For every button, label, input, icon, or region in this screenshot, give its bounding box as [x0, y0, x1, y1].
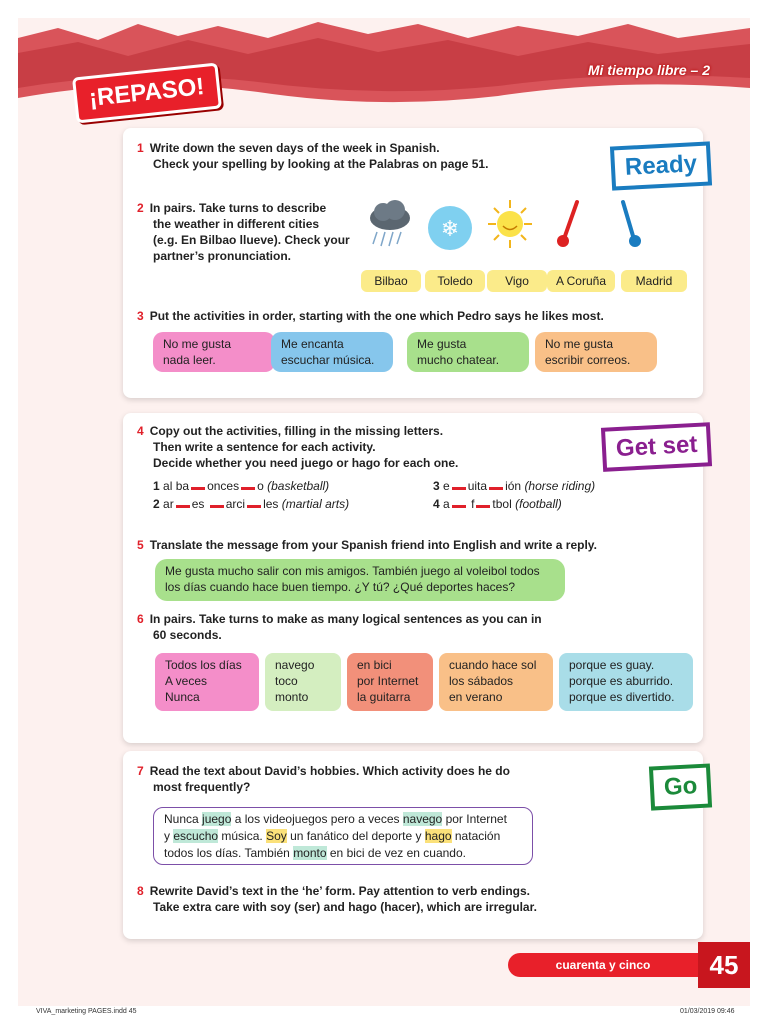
question-6: 6 In pairs. Take turns to make as many logical sentences as you can in 60 seconds.: [137, 612, 542, 642]
question-7: 7 Read the text about David’s hobbies. Which activity does he do most frequently?: [137, 764, 510, 794]
sentence-box: Todos los días A veces Nunca: [155, 653, 259, 711]
ready-section: [123, 128, 703, 398]
sentence-box: cuando hace sol los sábados en verano: [439, 653, 553, 711]
activity-item: 1 al ba onces o (basketball): [153, 479, 330, 493]
message-bubble: Me gusta mucho salir con mis amigos. También juego al voleibol todos los días cuando hace buen tiempo. ¿Y tú? ¿Qué deportes haces?: [155, 559, 565, 601]
cold-thermometer-icon: [607, 198, 653, 250]
ready-flag: Ready: [610, 141, 712, 190]
city-label: Bilbao: [361, 270, 421, 292]
repaso-badge: ¡REPASO!: [72, 63, 222, 124]
snowflake-icon: [427, 202, 473, 254]
speech-bubble: Me encanta escuchar música.: [271, 332, 393, 372]
go-section: [123, 751, 703, 939]
svg-text:❄: ❄: [440, 216, 460, 241]
activity-item: 2 ar es arci les (martial arts): [153, 497, 350, 511]
textbook-page: [18, 18, 750, 1006]
question-5: 5 Translate the message from your Spanish friend into English and write a reply.: [137, 538, 597, 552]
speech-bubble: No me gusta nada leer.: [153, 332, 275, 372]
sentence-box: en bici por Internet la guitarra: [347, 653, 433, 711]
city-label: A Coruña: [547, 270, 615, 292]
city-label: Vigo: [487, 270, 547, 292]
print-slug-right: 01/03/2019 09:46: [680, 1008, 735, 1015]
speech-bubble: Me gusta mucho chatear.: [407, 332, 529, 372]
sentence-box: navego toco monto: [265, 653, 341, 711]
rain-cloud-icon: [367, 198, 413, 250]
sentence-box: porque es guay. porque es aburrido. porque es divertido.: [559, 653, 693, 711]
question-2: 2 In pairs. Take turns to describe the weather in different cities (e.g. En Bilbao llueve). Check your partner’s pronunciation.: [137, 201, 350, 263]
sun-icon: [487, 198, 533, 250]
city-label: Madrid: [621, 270, 687, 292]
question-8: 8 Rewrite David’s text in the ‘he’ form. Pay attention to verb endings. Take extra care with soy (ser) and hago (hacer), which are irregular.: [137, 884, 537, 914]
question-1: 1 Write down the seven days of the week in Spanish. Check your spelling by looking at the Palabras on page 51.: [137, 141, 489, 171]
unit-title: Mi tiempo libre – 2: [587, 62, 710, 78]
speech-bubble: No me gusta escribir correos.: [535, 332, 657, 372]
page-number-words: cuarenta y cinco: [508, 953, 698, 977]
go-flag: Go: [649, 763, 713, 810]
print-slug-left: VIVA_marketing PAGES.indd 45: [36, 1008, 137, 1015]
city-label: Toledo: [425, 270, 485, 292]
get-set-section: [123, 413, 703, 743]
david-text-box: Nunca juego a los videojuegos pero a veces navego por Internet y escucho música. Soy un fanático del deporte y hago natación todos los días. También monto en bici de vez en cuando.: [153, 807, 533, 865]
activity-item: 4 a f tbol (football): [433, 497, 562, 511]
activity-item: 3 e uita ión (horse riding): [433, 479, 596, 493]
question-4: 4 Copy out the activities, filling in the missing letters. Then write a sentence for each activity. Decide whether you need juego or hago for each one.: [137, 424, 459, 470]
get-set-flag: Get set: [601, 422, 713, 472]
hot-thermometer-icon: [547, 198, 593, 250]
page-number: 45: [698, 942, 750, 988]
question-3: 3 Put the activities in order, starting with the one which Pedro says he likes most.: [137, 309, 604, 323]
